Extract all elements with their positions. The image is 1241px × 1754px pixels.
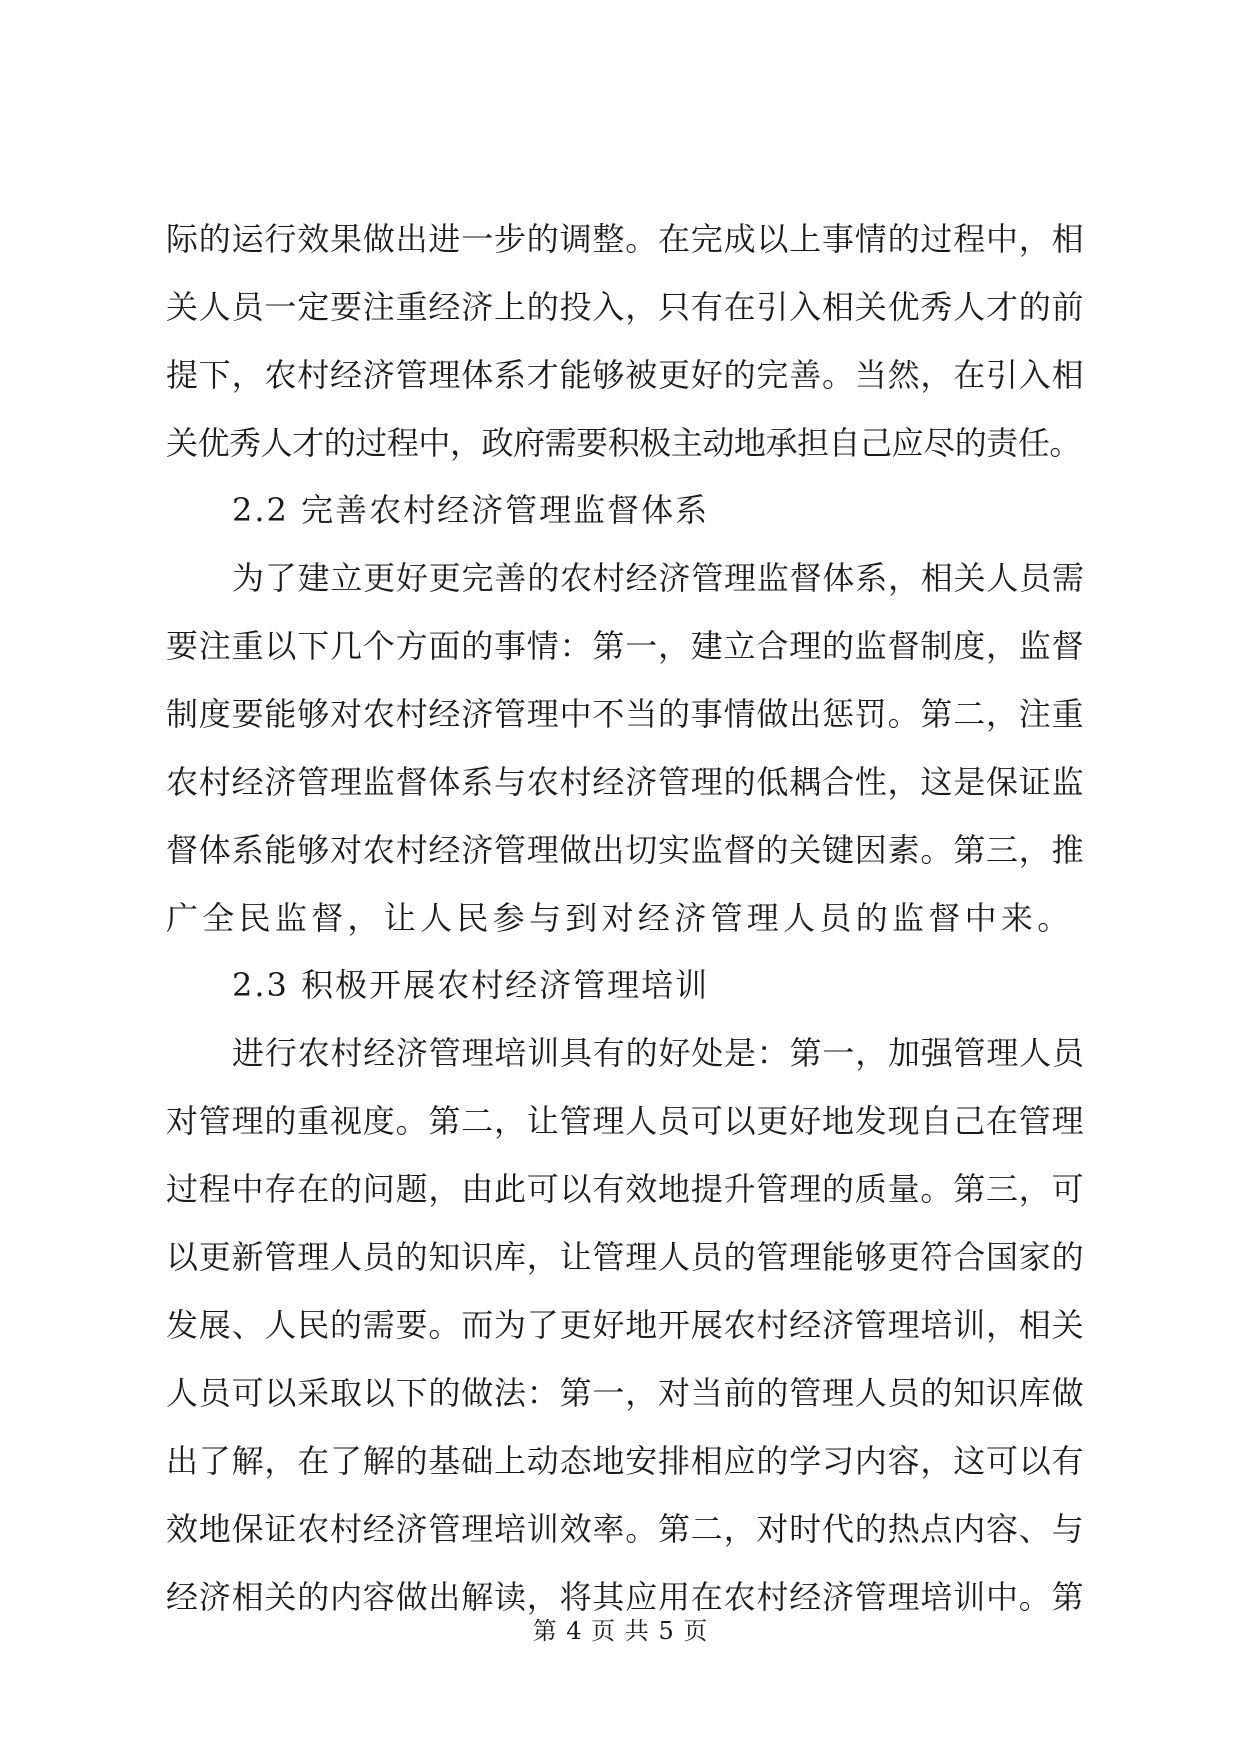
paragraph-line: 经济相关的内容做出解读，将其应用在农村经济管理培训中。第 [166, 1578, 1085, 1616]
paragraph-line: 人员可以采取以下的做法：第一，对当前的管理人员的知识库做 [166, 1374, 1085, 1412]
paragraph-line: 为了建立更好更完善的农村经济管理监督体系，相关人员需 [232, 559, 1085, 597]
paragraph-line: 广全民监督，让人民参与到对经济管理人员的监督中来。 [166, 899, 1074, 937]
paragraph-line: 制度要能够对农村经济管理中不当的事情做出惩罚。第二，注重 [166, 695, 1085, 733]
paragraph-line: 进行农村经济管理培训具有的好处是：第一，加强管理人员 [232, 1034, 1085, 1072]
paragraph-line: 提下，农村经济管理体系才能够被更好的完善。当然，在引入相 [166, 356, 1085, 394]
paragraph-line: 农村经济管理监督体系与农村经济管理的低耦合性，这是保证监 [166, 763, 1085, 801]
paragraph-line: 发展、人民的需要。而为了更好地开展农村经济管理培训，相关 [166, 1306, 1085, 1344]
paragraph-line: 以更新管理人员的知识库，让管理人员的管理能够更符合国家的 [166, 1238, 1085, 1276]
page-number-footer: 第 4 页 共 5 页 [532, 1617, 709, 1645]
paragraph-line: 际的运行效果做出进一步的调整。在完成以上事情的过程中，相 [166, 220, 1085, 258]
section-heading: 2.2 完善农村经济管理监督体系 [232, 491, 710, 529]
paragraph-line: 要注重以下几个方面的事情：第一，建立合理的监督制度，监督 [166, 627, 1085, 665]
paragraph-line: 督体系能够对农村经济管理做出切实监督的关键因素。第三，推 [166, 831, 1085, 869]
paragraph-line: 过程中存在的问题，由此可以有效地提升管理的质量。第三，可 [166, 1170, 1085, 1208]
paragraph-line: 出了解，在了解的基础上动态地安排相应的学习内容，这可以有 [166, 1442, 1085, 1480]
paragraph-line: 关人员一定要注重经济上的投入，只有在引入相关优秀人才的前 [166, 288, 1085, 326]
paragraph-line: 效地保证农村经济管理培训效率。第二，对时代的热点内容、与 [166, 1510, 1085, 1548]
section-heading: 2.3 积极开展农村经济管理培训 [232, 966, 710, 1004]
paragraph-line: 对管理的重视度。第二，让管理人员可以更好地发现自己在管理 [166, 1102, 1085, 1140]
paragraph-line: 关优秀人才的过程中，政府需要积极主动地承担自己应尽的责任。 [166, 424, 1081, 462]
